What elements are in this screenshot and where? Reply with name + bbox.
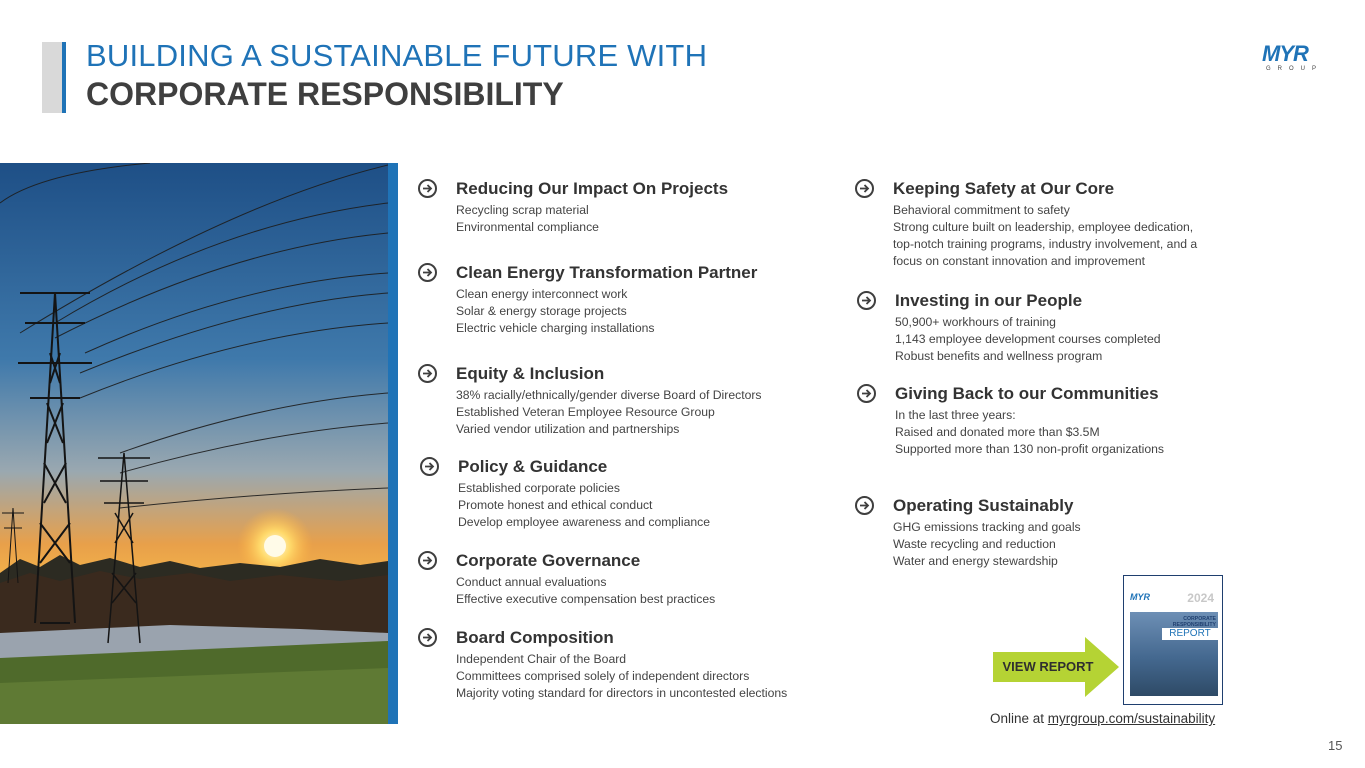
item-line: Waste recycling and reduction — [893, 537, 1056, 551]
myr-group-logo — [1262, 42, 1324, 74]
power-lines-sunset-photo — [0, 163, 388, 724]
arrow-right-circle-icon — [418, 263, 437, 282]
item-line: Independent Chair of the Board — [456, 652, 627, 666]
item-line: Majority voting standard for directors in uncontested elections — [456, 686, 788, 700]
item-heading: Giving Back to our Communities — [895, 384, 1159, 403]
item-line: Robust benefits and wellness program — [895, 349, 1103, 363]
arrow-right-circle-icon — [418, 179, 437, 198]
item-line: Recycling scrap material — [456, 203, 589, 217]
logo-mark: MYR — [1262, 41, 1308, 66]
cover-year: 2024 — [1187, 591, 1214, 605]
cover-report-label: REPORT — [1162, 628, 1218, 640]
item-line: 50,900+ workhours of training — [895, 315, 1056, 329]
arrow-right-circle-icon — [418, 551, 437, 570]
item-line: Strong culture built on leadership, employee dedication, — [893, 220, 1194, 234]
item-line: Electric vehicle charging installations — [456, 321, 655, 335]
cover-logo: MYR — [1130, 592, 1150, 602]
arrow-right-circle-icon — [855, 179, 874, 198]
title-accent-stripe — [62, 42, 66, 113]
sustainability-link[interactable]: myrgroup.com/sustainability — [1047, 711, 1216, 726]
item-heading: Equity & Inclusion — [456, 364, 605, 383]
item-line: Raised and donated more than $3.5M — [895, 425, 1100, 439]
logo-subtext: GROUP — [1266, 66, 1324, 72]
item-line: Water and energy stewardship — [893, 554, 1058, 568]
item-line: Environmental compliance — [456, 220, 599, 234]
item-line: Develop employee awareness and compliance — [458, 515, 711, 529]
item-heading: Board Composition — [456, 628, 614, 647]
item-heading: Investing in our People — [895, 291, 1083, 310]
item-line: 38% racially/ethnically/gender diverse Board of Directors — [456, 388, 762, 402]
item-heading: Keeping Safety at Our Core — [893, 179, 1115, 198]
item-line: Varied vendor utilization and partnerships — [456, 422, 680, 436]
title-accent-bar — [42, 42, 62, 113]
online-prefix: Online at — [990, 711, 1048, 726]
item-line: Established corporate policies — [458, 481, 620, 495]
item-heading: Corporate Governance — [456, 551, 641, 570]
arrow-right-circle-icon — [857, 384, 876, 403]
report-cover-thumbnail[interactable] — [1123, 575, 1223, 705]
item-line: Promote honest and ethical conduct — [458, 498, 653, 512]
cover-title: CORPORATE RESPONSIBILITY — [1172, 616, 1216, 628]
photo-accent-stripe — [388, 163, 398, 724]
item-line: 1,143 employee development courses completed — [895, 332, 1161, 346]
page-title-line1: BUILDING A SUSTAINABLE FUTURE WITH — [86, 38, 708, 73]
item-line: Established Veteran Employee Resource Group — [456, 405, 715, 419]
arrow-right-circle-icon — [420, 457, 439, 476]
item-line: focus on constant innovation and improvement — [893, 254, 1146, 268]
item-line: Conduct annual evaluations — [456, 575, 607, 589]
item-line: Clean energy interconnect work — [456, 287, 628, 301]
online-note — [990, 711, 1215, 726]
item-line: Effective executive compensation best practices — [456, 592, 716, 606]
page-number: 15 — [1328, 738, 1343, 753]
view-report-button[interactable] — [993, 637, 1119, 697]
item-heading: Policy & Guidance — [458, 457, 608, 476]
arrow-right-circle-icon — [418, 364, 437, 383]
item-heading: Clean Energy Transformation Partner — [456, 263, 758, 282]
view-report-label: VIEW REPORT — [1002, 659, 1094, 674]
item-line: Supported more than 130 non-profit organizations — [895, 442, 1164, 456]
item-line: top-notch training programs, industry involvement, and a — [893, 237, 1198, 251]
item-line: In the last three years: — [895, 408, 1016, 422]
arrow-right-circle-icon — [855, 496, 874, 515]
item-heading: Reducing Our Impact On Projects — [456, 179, 729, 198]
item-line: Behavioral commitment to safety — [893, 203, 1070, 217]
item-heading: Operating Sustainably — [893, 496, 1074, 515]
arrow-right-circle-icon — [857, 291, 876, 310]
item-line: Solar & energy storage projects — [456, 304, 627, 318]
arrow-right-circle-icon — [418, 628, 437, 647]
item-line: GHG emissions tracking and goals — [893, 520, 1081, 534]
page-title-line2: CORPORATE RESPONSIBILITY — [86, 76, 564, 112]
item-line: Committees comprised solely of independent directors — [456, 669, 750, 683]
